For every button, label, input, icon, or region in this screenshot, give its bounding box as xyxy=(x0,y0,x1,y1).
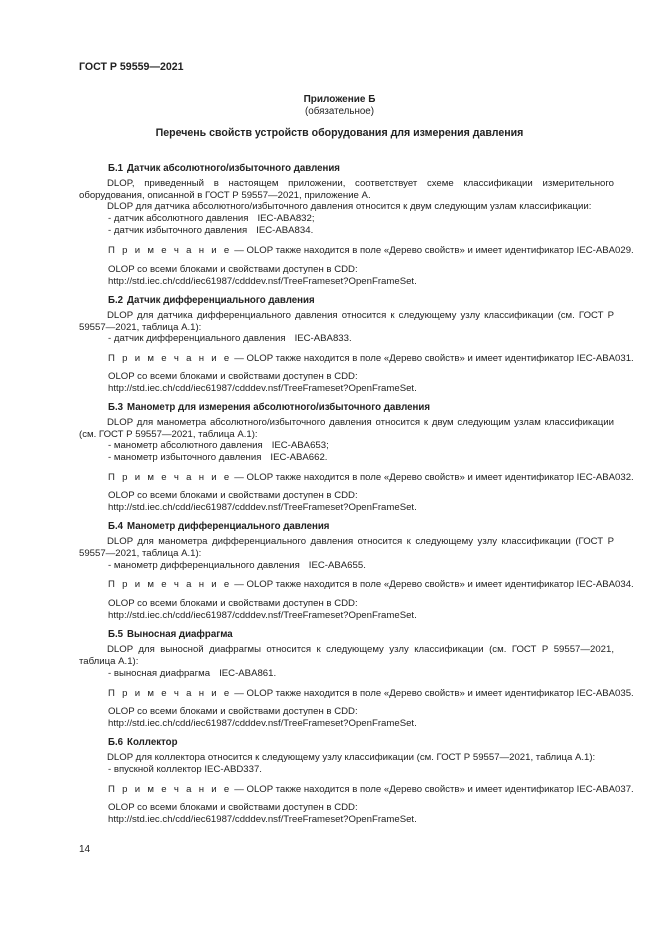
list-item xyxy=(108,452,327,464)
list-item xyxy=(108,225,313,237)
note xyxy=(108,245,634,257)
classification-code: IEC-ABA861. xyxy=(219,668,277,679)
section-paragraph: DLOP для датчика абсолютного/избыточного давления относится к двум следующим узлам классификации: xyxy=(107,201,592,212)
note-id: IEC-ABA035. xyxy=(576,688,634,699)
list-item-label: - датчик избыточного давления xyxy=(108,225,248,236)
note-id: IEC-ABA037. xyxy=(576,784,634,795)
section-heading-b1 xyxy=(108,163,340,175)
cdd-availability-text: OLOP со всеми блоками и свойствами доступен в CDD: xyxy=(108,264,358,275)
note-id: IEC-ABA031. xyxy=(576,353,634,364)
section-heading-b2 xyxy=(108,295,315,307)
section-number: Б.1 xyxy=(108,163,124,174)
note xyxy=(108,688,634,700)
page-number: 14 xyxy=(79,844,91,855)
list-item xyxy=(108,333,352,345)
cdd-availability-text: OLOP со всеми блоками и свойствами доступен в CDD: xyxy=(108,598,358,609)
standard-code: ГОСТ Р 59559—2021 xyxy=(79,61,184,73)
list-item-label: - манометр абсолютного давления xyxy=(108,440,263,451)
cdd-link[interactable]: http://std.iec.ch/cdd/iec61987/cdddev.nsf/TreeFrameset?OpenFrameSet. xyxy=(108,383,417,394)
note xyxy=(108,472,634,484)
section-heading-b4 xyxy=(108,521,329,533)
note-text: — OLOP также находится в поле «Дерево свойств» и имеет идентификатор xyxy=(234,688,574,699)
cdd-availability-text: OLOP со всеми блоками и свойствами доступен в CDD: xyxy=(108,490,358,501)
section-paragraph: DLOP для коллектора относится к следующему узлу классификации (см. ГОСТ Р 59557—2021, таблица А.1): xyxy=(107,752,596,763)
note-text: — OLOP также находится в поле «Дерево свойств» и имеет идентификатор xyxy=(234,245,574,256)
note-id: IEC-ABA029. xyxy=(576,245,634,256)
section-heading-b3 xyxy=(108,402,430,414)
classification-code: IEC-ABA834. xyxy=(256,225,314,236)
list-item-label: - манометр избыточного давления xyxy=(108,452,262,463)
section-heading-b6 xyxy=(108,737,178,749)
note-label: П р и м е ч а н и е xyxy=(108,579,232,590)
classification-code: IEC-ABA653; xyxy=(271,440,329,451)
cdd-link[interactable]: http://std.iec.ch/cdd/iec61987/cdddev.nsf/TreeFrameset?OpenFrameSet. xyxy=(108,814,417,825)
classification-code: IEC-ABA832; xyxy=(257,213,315,224)
appendix-title: Приложение Б xyxy=(303,94,376,105)
list-item-label: - манометр дифференциального давления xyxy=(108,560,300,571)
section-heading-b5 xyxy=(108,629,233,641)
note-text: — OLOP также находится в поле «Дерево свойств» и имеет идентификатор xyxy=(234,353,574,364)
section-number: Б.4 xyxy=(108,521,124,532)
classification-code: IEC-ABA662. xyxy=(270,452,328,463)
note-text: — OLOP также находится в поле «Дерево свойств» и имеет идентификатор xyxy=(234,784,574,795)
appendix-subtitle: (обязательное) xyxy=(304,106,375,117)
list-item xyxy=(108,440,329,452)
note-label: П р и м е ч а н и е xyxy=(108,353,232,364)
section-title: Манометр дифференциального давления xyxy=(127,521,330,532)
cdd-link[interactable]: http://std.iec.ch/cdd/iec61987/cdddev.nsf/TreeFrameset?OpenFrameSet. xyxy=(108,718,417,729)
note-text: — OLOP также находится в поле «Дерево свойств» и имеет идентификатор xyxy=(234,472,574,483)
section-number: Б.5 xyxy=(108,629,124,640)
section-paragraph: DLOP для манометра абсолютного/избыточного давления относится к двум следующим узлам классификации (см. ГОСТ Р 59557—2021, таблица А.1): xyxy=(79,417,614,440)
list-item xyxy=(108,560,366,572)
cdd-availability-text: OLOP со всеми блоками и свойствами доступен в CDD: xyxy=(108,706,358,717)
classification-code: IEC-ABA833. xyxy=(294,333,352,344)
classification-code: IEC-ABA655. xyxy=(308,560,366,571)
page-title: Перечень свойств устройств оборудования для измерения давления xyxy=(155,127,524,139)
cdd-availability-text: OLOP со всеми блоками и свойствами доступен в CDD: xyxy=(108,371,358,382)
list-item-label: - датчик абсолютного давления xyxy=(108,213,249,224)
section-title: Датчик абсолютного/избыточного давления xyxy=(127,163,340,174)
note-id: IEC-ABA032. xyxy=(576,472,634,483)
section-paragraph: DLOP для датчика дифференциального давления относится к следующему узлу классификации (см. ГОСТ Р 59557—2021, таблица А.1): xyxy=(79,310,614,333)
section-intro-paragraph: DLOP, приведенный в настоящем приложении, соответствует схеме классификации измерительного оборудования, описанной в ГОСТ Р 59557—2021, приложение А. xyxy=(79,178,614,201)
section-title: Выносная диафрагма xyxy=(127,629,233,640)
list-item-label: - датчик дифференциального давления xyxy=(108,333,286,344)
list-item-label: - впускной коллектор IEC-ABD337. xyxy=(108,764,262,775)
cdd-link[interactable]: http://std.iec.ch/cdd/iec61987/cdddev.nsf/TreeFrameset?OpenFrameSet. xyxy=(108,276,417,287)
section-title: Коллектор xyxy=(127,737,178,748)
note-text: — OLOP также находится в поле «Дерево свойств» и имеет идентификатор xyxy=(234,579,574,590)
cdd-link[interactable]: http://std.iec.ch/cdd/iec61987/cdddev.nsf/TreeFrameset?OpenFrameSet. xyxy=(108,610,417,621)
list-item xyxy=(108,668,276,680)
list-item xyxy=(108,764,262,776)
section-title: Датчик дифференциального давления xyxy=(127,295,315,306)
section-title: Манометр для измерения абсолютного/избыточного давления xyxy=(127,402,430,413)
section-paragraph: DLOP для манометра дифференциального давления относится к следующему узлу классификации (ГОСТ Р 59557—2021, таблица А.1): xyxy=(79,536,614,559)
section-paragraph: DLOP для выносной диафрагмы относится к следующему узлу классификации (см. ГОСТ Р 59557—2021, таблица А.1): xyxy=(79,644,614,667)
cdd-availability-text: OLOP со всеми блоками и свойствами доступен в CDD: xyxy=(108,802,358,813)
note-id: IEC-ABA034. xyxy=(576,579,634,590)
section-number: Б.2 xyxy=(108,295,124,306)
list-item xyxy=(108,213,315,225)
note xyxy=(108,353,634,365)
note-label: П р и м е ч а н и е xyxy=(108,784,232,795)
note-label: П р и м е ч а н и е xyxy=(108,688,232,699)
list-item-label: - выносная диафрагма xyxy=(108,668,211,679)
note-label: П р и м е ч а н и е xyxy=(108,245,232,256)
note xyxy=(108,579,634,591)
note-label: П р и м е ч а н и е xyxy=(108,472,232,483)
section-number: Б.6 xyxy=(108,737,124,748)
note xyxy=(108,784,634,796)
section-number: Б.3 xyxy=(108,402,124,413)
cdd-link[interactable]: http://std.iec.ch/cdd/iec61987/cdddev.nsf/TreeFrameset?OpenFrameSet. xyxy=(108,502,417,513)
